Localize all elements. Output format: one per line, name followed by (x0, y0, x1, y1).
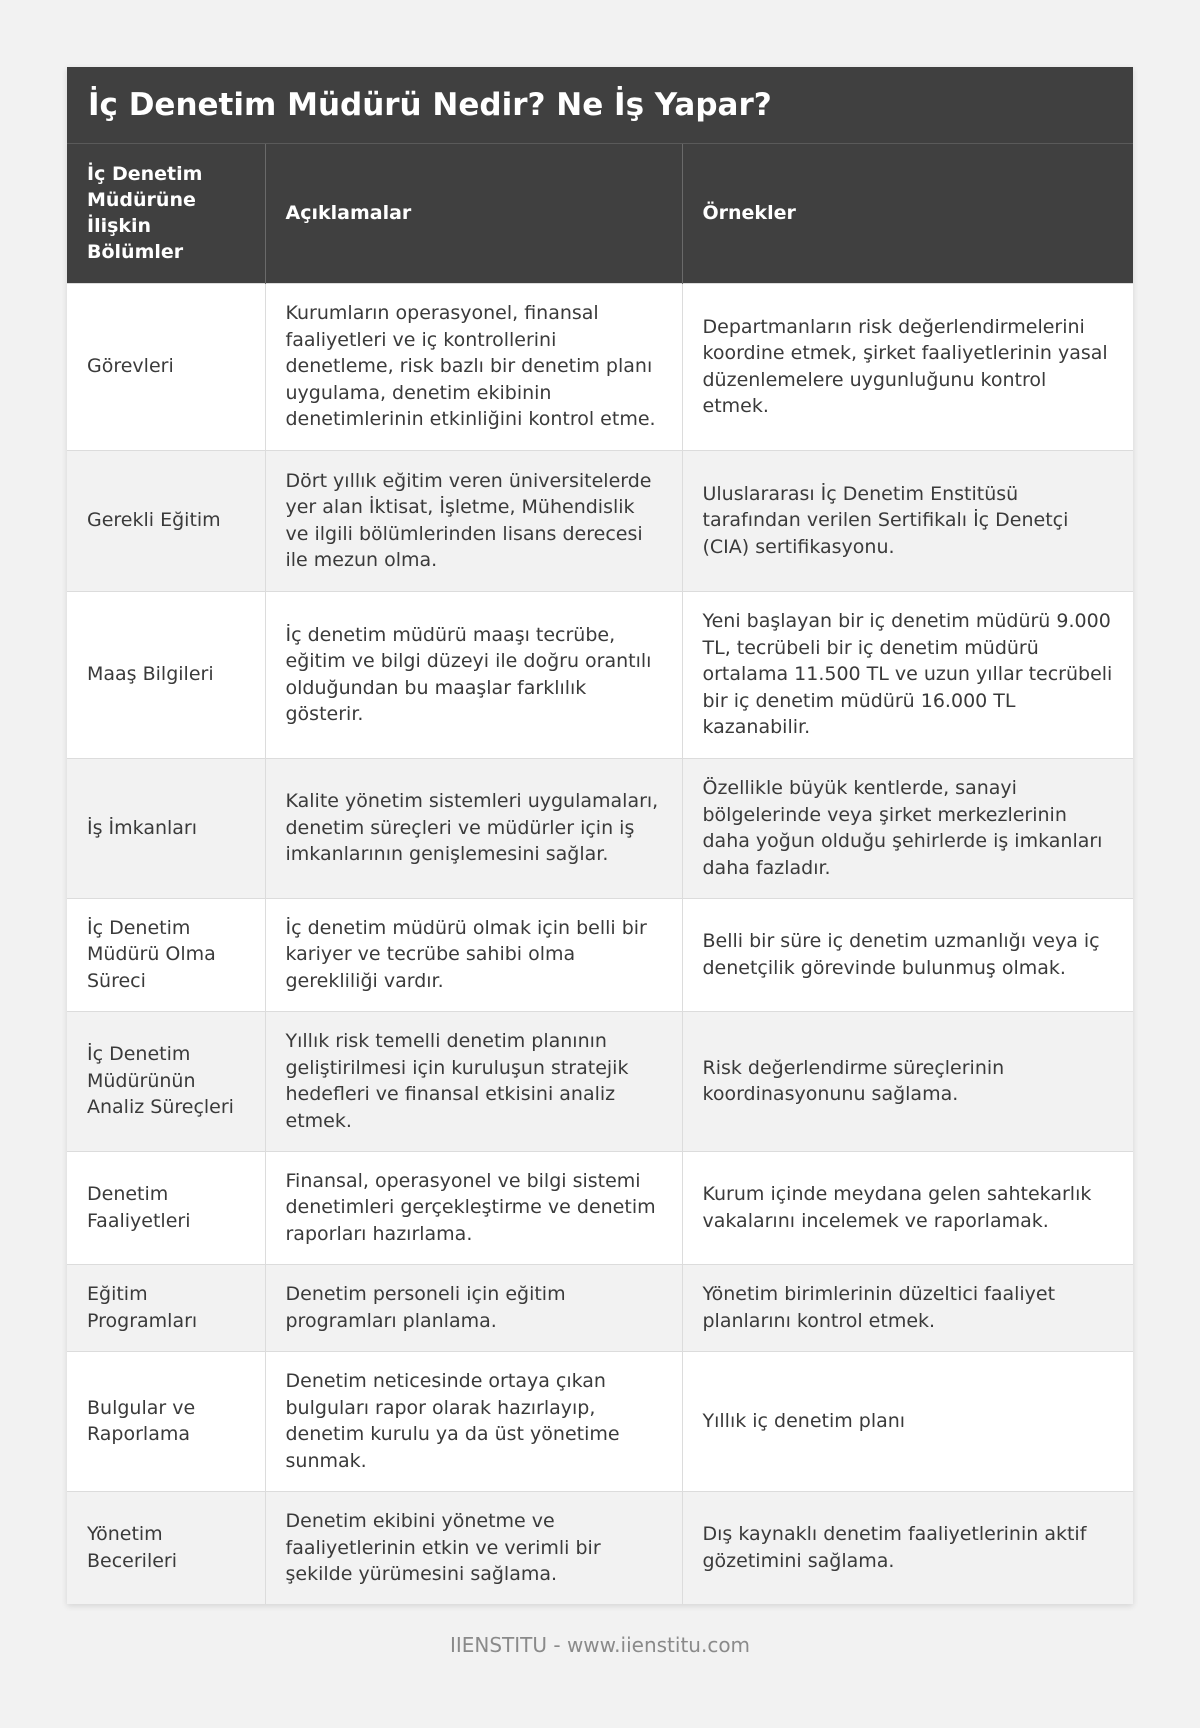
table-row (67, 450, 1133, 591)
cell-section: İç Denetim Müdürünün Analiz Süreçleri (67, 1011, 265, 1151)
table-row (67, 283, 1133, 450)
cell-description: Denetim ekibini yönetme ve faaliyetlerinin etkin ve verimli bir şekilde yürümesini sağlama. (265, 1491, 682, 1604)
cell-section: İç Denetim Müdürü Olma Süreci (67, 898, 265, 1011)
cell-example: Departmanların risk değerlendirmelerini koordine etmek, şirket faaliyetlerinin yasal düzenlemelere uygunluğunu kontrol etmek. (682, 283, 1133, 450)
cell-section: Yönetim Becerileri (67, 1491, 265, 1604)
cell-example: Kurum içinde meydana gelen sahtekarlık vakalarını incelemek ve raporlamak. (682, 1151, 1133, 1264)
cell-example: Yıllık iç denetim planı (682, 1351, 1133, 1491)
table-row (67, 1491, 1133, 1604)
column-header-examples: Örnekler (682, 144, 1133, 283)
cell-section: Görevleri (67, 283, 265, 450)
table-row (67, 1351, 1133, 1491)
cell-description: İç denetim müdürü maaşı tecrübe, eğitim ve bilgi düzeyi ile doğru orantılı olduğundan bu maaşlar farklılık gösterir. (265, 591, 682, 758)
cell-description: Denetim neticesinde ortaya çıkan bulguları rapor olarak hazırlayıp, denetim kurulu ya da üst yönetime sunmak. (265, 1351, 682, 1491)
cell-example: Özellikle büyük kentlerde, sanayi bölgelerinde veya şirket merkezlerinin daha yoğun olduğu şehirlerde iş imkanları daha fazladır. (682, 758, 1133, 898)
cell-example: Yeni başlayan bir iç denetim müdürü 9.000 TL, tecrübeli bir iç denetim müdürü ortalama 11.500 TL ve uzun yıllar tecrübeli bir iç denetim müdürü 16.000 TL kazanabilir. (682, 591, 1133, 758)
cell-section: Gerekli Eğitim (67, 450, 265, 591)
cell-section: Denetim Faaliyetleri (67, 1151, 265, 1264)
cell-example: Yönetim birimlerinin düzeltici faaliyet planlarını kontrol etmek. (682, 1264, 1133, 1351)
cell-description: İç denetim müdürü olmak için belli bir kariyer ve tecrübe sahibi olma gerekliliği vardır. (265, 898, 682, 1011)
table-row (67, 898, 1133, 1011)
table-row (67, 758, 1133, 898)
cell-example: Uluslararası İç Denetim Enstitüsü tarafından verilen Sertifikalı İç Denetçi (CIA) sertifikasyonu. (682, 450, 1133, 591)
content-card (67, 67, 1133, 1604)
cell-section: Eğitim Programları (67, 1264, 265, 1351)
cell-description: Kurumların operasyonel, finansal faaliyetleri ve iç kontrollerini denetleme, risk bazlı bir denetim planı uygulama, denetim ekibinin denetimlerinin etkinliğini kontrol etme. (265, 283, 682, 450)
cell-example: Dış kaynaklı denetim faaliyetlerinin aktif gözetimini sağlama. (682, 1491, 1133, 1604)
cell-description: Denetim personeli için eğitim programları planlama. (265, 1264, 682, 1351)
table-row (67, 1264, 1133, 1351)
table-row (67, 1151, 1133, 1264)
cell-description: Finansal, operasyonel ve bilgi sistemi denetimleri gerçekleştirme ve denetim raporları hazırlama. (265, 1151, 682, 1264)
cell-example: Belli bir süre iç denetim uzmanlığı veya iç denetçilik görevinde bulunmuş olmak. (682, 898, 1133, 1011)
cell-example: Risk değerlendirme süreçlerinin koordinasyonunu sağlama. (682, 1011, 1133, 1151)
page-title: İç Denetim Müdürü Nedir? Ne İş Yapar? (67, 67, 1133, 144)
cell-section: Bulgular ve Raporlama (67, 1351, 265, 1491)
cell-description: Kalite yönetim sistemleri uygulamaları, denetim süreçleri ve müdürler için iş imkanlarının genişlemesini sağlar. (265, 758, 682, 898)
table-row (67, 1011, 1133, 1151)
cell-section: Maaş Bilgileri (67, 591, 265, 758)
table-row (67, 591, 1133, 758)
cell-description: Dört yıllık eğitim veren üniversitelerde yer alan İktisat, İşletme, Mühendislik ve ilgili bölümlerinden lisans derecesi ile mezun olma. (265, 450, 682, 591)
table-header-row (67, 144, 1133, 283)
column-header-section: İç Denetim Müdürüne İlişkin Bölümler (67, 144, 265, 283)
cell-section: İş İmkanları (67, 758, 265, 898)
footer-credit: IIENSTITU - www.iienstitu.com (449, 1633, 751, 1657)
info-table (67, 144, 1133, 1604)
column-header-description: Açıklamalar (265, 144, 682, 283)
cell-description: Yıllık risk temelli denetim planının geliştirilmesi için kuruluşun stratejik hedefleri ve finansal etkisini analiz etmek. (265, 1011, 682, 1151)
